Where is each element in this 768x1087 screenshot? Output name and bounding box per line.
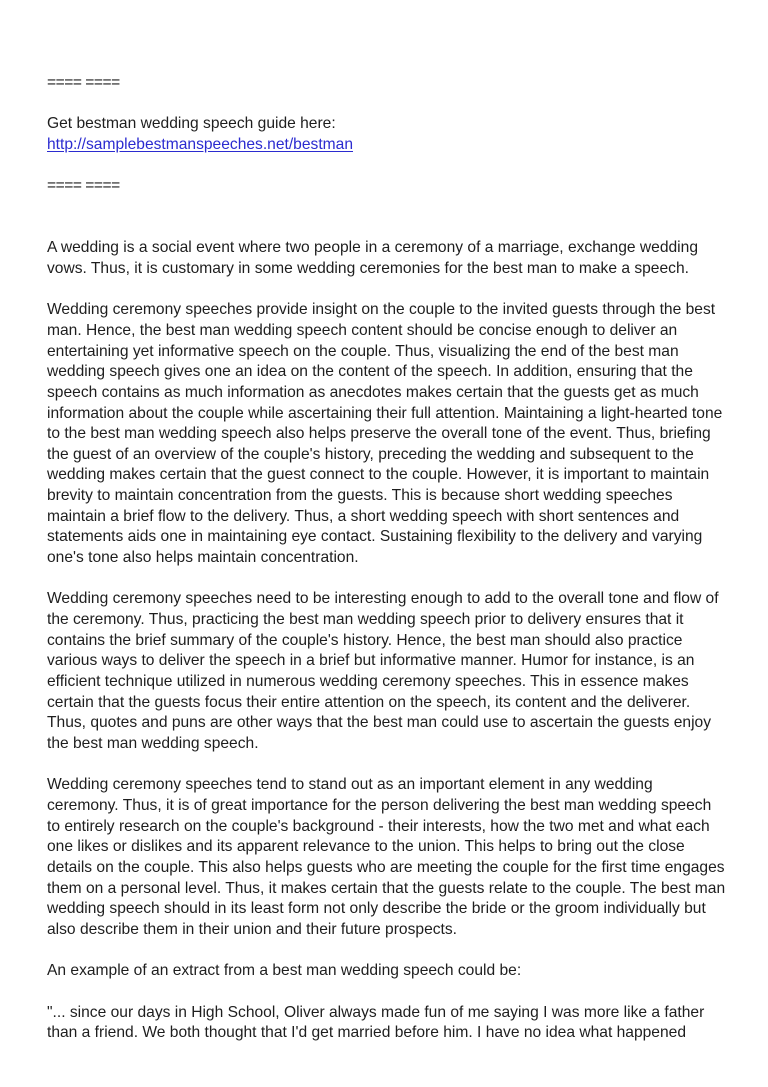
paragraph xyxy=(47,1003,748,1044)
paragraph-line: various ways to deliver the speech in a brief but informative manner. Humor for instance, is an xyxy=(47,652,695,670)
paragraph-line: information about the couple while ascertaining their full attention. Maintaining a light-hearted tone xyxy=(47,404,723,422)
guide-text: Get bestman wedding speech guide here: xyxy=(47,115,336,133)
paragraph-line: Wedding ceremony speeches provide insight on the couple to the invited guests through the best xyxy=(47,301,716,319)
paragraph-line: ceremony. Thus, it is of great importance for the person delivering the best man wedding speech xyxy=(47,796,712,814)
paragraph-line: wedding speech should in its least form not only describe the bride or the groom individually but xyxy=(47,900,706,918)
paragraph-line: "... since our days in High School, Oliver always made fun of me saying I was more like a father xyxy=(47,1003,705,1021)
paragraph-line: one's tone also helps maintain concentration. xyxy=(47,549,359,567)
paragraph xyxy=(47,961,748,982)
paragraph-line: one likes or dislikes and its apparent relevance to the union. This helps to bring out the close xyxy=(47,838,685,856)
separator-top: ==== ==== xyxy=(47,74,120,91)
paragraph-line: brevity to maintain concentration from the guests. This is because short wedding speeches xyxy=(47,487,673,505)
paragraph-line: certain that the guests focus their entire attention on the speech, its content and the deliverer. xyxy=(47,693,691,711)
paragraph-line: maintain a brief flow to the delivery. Thus, a short wedding speech with short sentences and xyxy=(47,507,680,525)
body-text xyxy=(47,238,748,1044)
paragraph-line: speech contains as much information as anecdotes makes certain that the guests get as much xyxy=(47,383,699,401)
paragraph-line: man. Hence, the best man wedding speech content should be concise enough to deliver an xyxy=(47,321,678,339)
paragraph-line: them on a personal level. Thus, it makes certain that the guests relate to the couple. The best man xyxy=(47,879,726,897)
paragraph xyxy=(47,589,748,754)
paragraph-line: the best man wedding speech. xyxy=(47,735,259,752)
paragraph-line: to the best man wedding speech also helps preserve the overall tone of the event. Thus, briefing xyxy=(47,425,711,443)
paragraph-line: vows. Thus, it is customary in some wedding ceremonies for the best man to make a speech. xyxy=(47,259,689,277)
paragraph-line: statements aids one in maintaining eye contact. Sustaining flexibility to the delivery and varying xyxy=(47,528,703,546)
paragraph-line: An example of an extract from a best man wedding speech could be: xyxy=(47,962,522,980)
paragraph-line: wedding speech gives one an idea on the content of the speech. In addition, ensuring that the xyxy=(47,363,693,381)
paragraph-line: the ceremony. Thus, practicing the best man wedding speech prior to delivery ensures that it xyxy=(47,611,684,629)
paragraph-line: entertaining yet informative speech on the couple. Thus, visualizing the end of the best man xyxy=(47,342,679,360)
paragraph-line: the guest of an overview of the couple's history, preceding the wedding and subsequent to the xyxy=(47,445,694,463)
paragraph-line: to entirely research on the couple's background - their interests, how the two met and what each xyxy=(47,817,710,835)
paragraph-line: Thus, quotes and puns are other ways that the best man could use to ascertain the guests enjoy xyxy=(47,714,712,732)
paragraph-line: wedding makes certain that the guest connect to the couple. However, it is important to maintain xyxy=(47,466,710,484)
paragraph-line: Wedding ceremony speeches tend to stand out as an important element in any wedding xyxy=(47,776,653,794)
paragraph-line: details on the couple. This also helps guests who are meeting the couple for the first time engages xyxy=(47,858,725,876)
paragraph-line: than a friend. We both thought that I'd get married before him. I have no idea what happened xyxy=(47,1024,686,1042)
paragraph-line: also describe them in their union and their future prospects. xyxy=(47,920,457,938)
paragraph xyxy=(47,775,748,940)
paragraph-line: contains the brief summary of the couple's history. Hence, the best man should also practice xyxy=(47,631,683,649)
guide-link[interactable]: http://samplebestmanspeeches.net/bestman xyxy=(47,135,353,153)
separator-bottom: ==== ==== xyxy=(47,177,120,195)
document-page xyxy=(47,73,748,1044)
paragraph xyxy=(47,300,748,569)
paragraph-line: efficient technique utilized in numerous wedding ceremony speeches. This in essence makes xyxy=(47,673,689,691)
paragraph-line: Wedding ceremony speeches need to be interesting enough to add to the overall tone and flow of xyxy=(47,590,719,608)
paragraph-line: A wedding is a social event where two people in a ceremony of a marriage, exchange wedding xyxy=(47,239,698,257)
paragraph xyxy=(47,238,748,279)
